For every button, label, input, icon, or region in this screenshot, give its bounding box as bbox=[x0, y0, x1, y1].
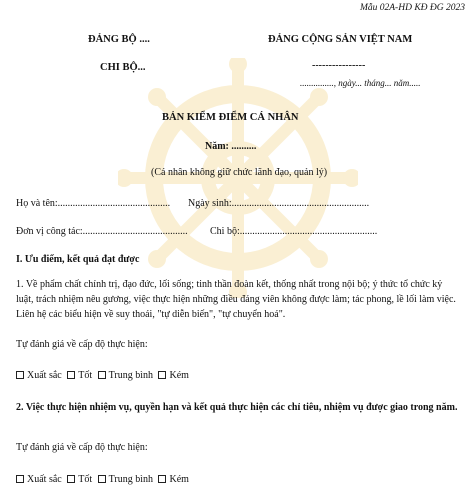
checkbox-poor[interactable] bbox=[158, 371, 166, 379]
option-label: Tốt bbox=[78, 370, 93, 381]
checkbox-good[interactable] bbox=[67, 475, 75, 483]
document-subtitle: (Cá nhân không giữ chức lãnh đạo, quản lý) bbox=[151, 167, 328, 178]
checkbox-good[interactable] bbox=[67, 371, 75, 379]
section1-heading: I. Ưu điểm, kết quả đạt được bbox=[16, 254, 140, 265]
section1-self-assess: Tự đánh giá về cấp độ thực hiện: bbox=[16, 339, 148, 350]
document-title: BẢN KIỂM ĐIỂM CÁ NHÂN bbox=[162, 112, 299, 123]
checkbox-poor[interactable] bbox=[158, 475, 166, 483]
ship-wheel-icon bbox=[118, 58, 358, 298]
party-committee-label: ĐẢNG BỘ .... bbox=[88, 34, 150, 45]
option-label: Kém bbox=[169, 474, 189, 485]
party-cell-label: CHI BỘ... bbox=[100, 62, 146, 73]
work-unit-field: Đơn vị công tác:.......................................... bbox=[16, 226, 188, 237]
name-field: Họ và tên:............................................. bbox=[16, 198, 171, 209]
option-label: Xuất sắc bbox=[27, 370, 62, 381]
section1-item1: 1. Về phẩm chất chính trị, đạo đức, lối sống; tinh thần đoàn kết, thống nhất trong nội bộ; ý thức tổ chức kỷ luật, trách nhiệm nêu gương, việc thực hiện những điều đảng viên không được làm; tác phong, lề lối làm việc. Liên hệ các biểu hiện về suy thoái, "tự diễn biến", "tự chuyển hoá". bbox=[16, 279, 456, 320]
section2-self-assess: Tự đánh giá về cấp độ thực hiện: bbox=[16, 442, 148, 453]
option-label: Trung bình bbox=[108, 474, 153, 485]
dob-field: Ngày sinh:....................................................... bbox=[188, 198, 370, 209]
year-line: Năm: .......... bbox=[205, 141, 257, 152]
section2-options bbox=[16, 474, 192, 485]
checkbox-excellent[interactable] bbox=[16, 475, 24, 483]
date-line: ..............., ngày... tháng... năm..... bbox=[300, 78, 421, 88]
section2-heading: 2. Việc thực hiện nhiệm vụ, quyền hạn và kết quả thực hiện các chỉ tiêu, nhiệm vụ được giao trong năm. bbox=[16, 402, 458, 413]
form-code: Mẫu 02A-HD KĐ ĐG 2023 bbox=[359, 3, 465, 13]
header-rule: ---------------- bbox=[312, 60, 366, 71]
section1-options bbox=[16, 370, 192, 381]
option-label: Xuất sắc bbox=[27, 474, 62, 485]
checkbox-excellent[interactable] bbox=[16, 371, 24, 379]
checkbox-average[interactable] bbox=[98, 371, 106, 379]
checkbox-average[interactable] bbox=[98, 475, 106, 483]
option-label: Tốt bbox=[78, 474, 93, 485]
option-label: Trung bình bbox=[108, 370, 153, 381]
party-name: ĐẢNG CỘNG SẢN VIỆT NAM bbox=[268, 34, 413, 45]
party-cell-field: Chi bộ:....................................................... bbox=[210, 226, 378, 237]
option-label: Kém bbox=[169, 370, 189, 381]
